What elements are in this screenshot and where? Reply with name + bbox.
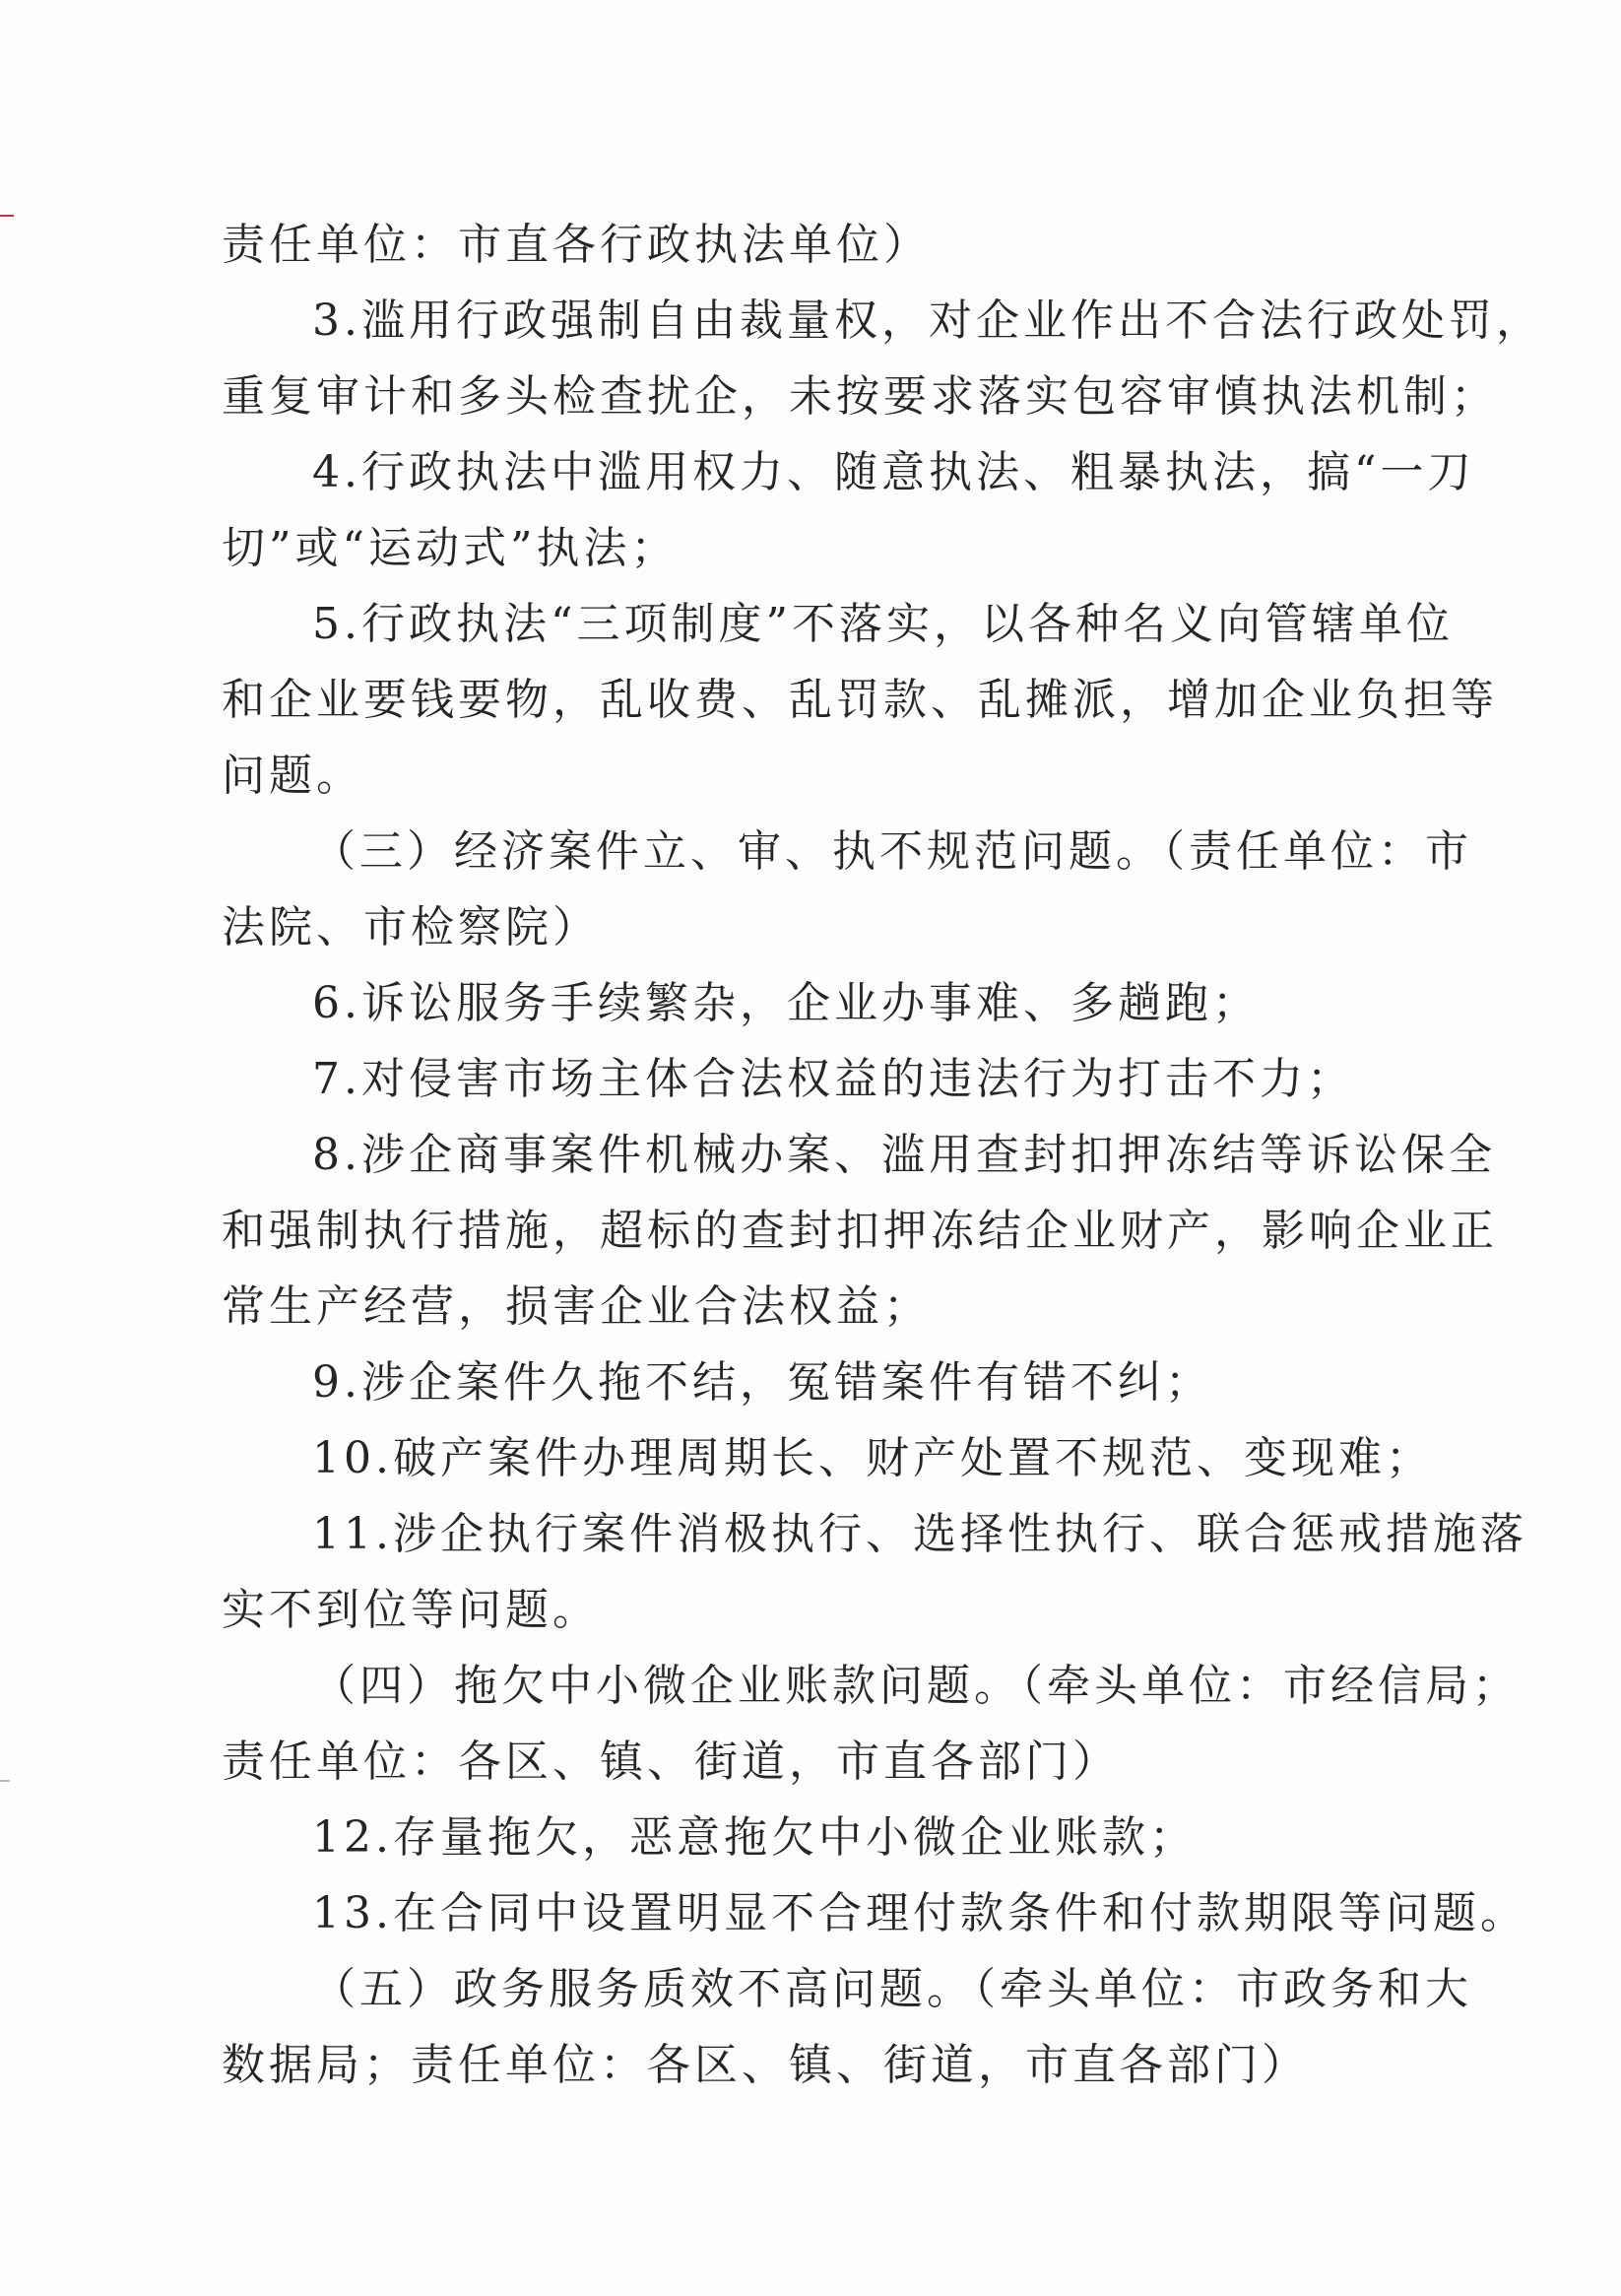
text-line: 法院、市检察院）	[222, 902, 600, 952]
text-line: 切”或“运动式”执法；	[222, 523, 679, 573]
text-line: 重复审计和多头检查扰企，未按要求落实包容审慎执法机制；	[222, 371, 1498, 422]
text-line: 责任单位：市直各行政执法单位）	[222, 220, 931, 270]
section-heading: （五）政务服务质效不高问题。（牵头单位：市政务和大	[312, 1964, 1472, 2014]
edge-mark	[0, 1780, 10, 1782]
edge-mark	[0, 215, 14, 217]
text-line: 13.在合同中设置明显不合理付款条件和付款期限等问题。	[312, 1888, 1527, 1938]
section-heading: （四）拖欠中小微企业账款问题。（牵头单位：市经信局；	[312, 1661, 1520, 1711]
document-body	[222, 207, 1543, 2103]
text-line: 11.涉企执行案件消极执行、选择性执行、联合惩戒措施落	[312, 1509, 1527, 1559]
section-heading: （三）经济案件立、审、执不规范问题。（责任单位：市	[312, 826, 1472, 877]
text-line: 问题。	[222, 751, 363, 801]
text-line: 10.破产案件办理周期长、财产处置不规范、变现难；	[312, 1433, 1433, 1483]
text-line: 6.诉讼服务手续繁杂，企业办事难、多趟跑；	[312, 978, 1260, 1028]
text-line: 4.行政执法中滥用权力、随意执法、粗暴执法，搞“一刀	[312, 447, 1475, 497]
text-line: 7.对侵害市场主体合法权益的违法行为打击不力；	[312, 1054, 1354, 1104]
text-line: 9.涉企案件久拖不结，冤错案件有错不纠；	[312, 1357, 1212, 1408]
text-line: 实不到位等问题。	[222, 1585, 600, 1635]
text-line: 8.涉企商事案件机械办案、滥用查封扣押冻结等诉讼保全	[312, 1130, 1496, 1180]
text-line: 5.行政执法“三项制度”不落实，以各种名义向管辖单位	[312, 599, 1454, 649]
text-line: 常生产经营，损害企业合法权益；	[222, 1281, 931, 1332]
text-line: 和企业要钱要物，乱收费、乱罚款、乱摊派，增加企业负担等	[222, 675, 1498, 725]
text-line: 数据局；责任单位：各区、镇、街道，市直各部门）	[222, 2040, 1309, 2090]
text-line: 责任单位：各区、镇、街道，市直各部门）	[222, 1737, 1120, 1787]
text-line: 12.存量拖欠，恶意拖欠中小微企业账款；	[312, 1812, 1197, 1863]
text-line: 3.滥用行政强制自由裁量权，对企业作出不合法行政处罚，	[312, 295, 1543, 346]
text-line: 和强制执行措施，超标的查封扣押冻结企业财产，影响企业正	[222, 1206, 1498, 1256]
